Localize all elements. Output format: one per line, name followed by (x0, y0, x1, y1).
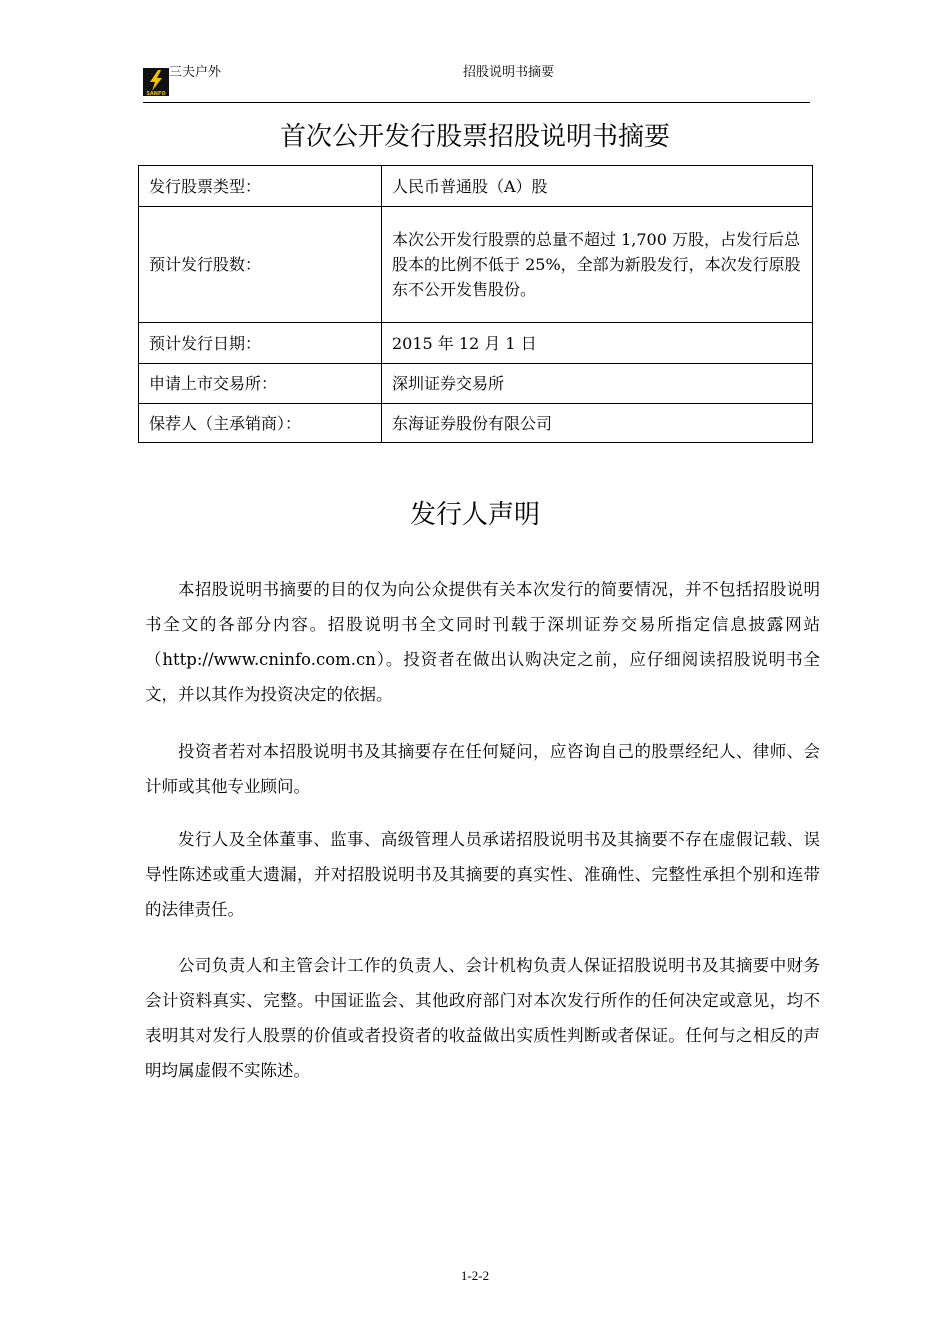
offering-info-table (138, 165, 813, 443)
section-heading: 发行人声明 (409, 500, 540, 530)
table-row (139, 323, 813, 364)
row-value: 深圳证券交易所 (382, 364, 813, 404)
row-label: 预计发行股数： (139, 207, 382, 323)
row-value: 人民币普通股（A）股 (382, 166, 813, 207)
row-label: 申请上市交易所： (139, 364, 382, 404)
statement-paragraph: 本招股说明书摘要的目的仅为向公众提供有关本次发行的简要情况，并不包括招股说明书全文的各部分内容。招股说明书全文同时刊载于深圳证券交易所指定信息披露网站（http://www.cninfo.com.cn）。投资者在做出认购决定之前，应仔细阅读招股说明书全文，并以其作为投资决定的依据。 (145, 580, 820, 704)
row-label: 保荐人（主承销商）： (139, 404, 382, 443)
row-value: 东海证券股份有限公司 (382, 404, 813, 443)
table-row (139, 207, 813, 323)
company-name: 三夫户外 (169, 65, 222, 80)
table-row (139, 404, 813, 443)
table-row (139, 364, 813, 404)
header-rule (143, 102, 810, 103)
svg-text:SANFO: SANFO (146, 91, 166, 96)
table-row (139, 166, 813, 207)
page-number: 1-2-2 (460, 1268, 490, 1283)
statement-paragraph: 发行人及全体董事、监事、高级管理人员承诺招股说明书及其摘要不存在虚假记载、误导性陈述或重大遗漏，并对招股说明书及其摘要的真实性、准确性、完整性承担个别和连带的法律责任。 (145, 830, 820, 919)
row-label: 发行股票类型： (139, 166, 382, 207)
page-title: 首次公开发行股票招股说明书摘要 (279, 122, 670, 152)
sanfo-logo (143, 68, 169, 96)
row-value: 本次公开发行股票的总量不超过 1,700 万股，占发行后总股本的比例不低于 25%，全部为新股发行，本次发行原股东不公开发售股份。 (382, 207, 813, 323)
row-label: 预计发行日期： (139, 323, 382, 364)
header-doc-title: 招股说明书摘要 (463, 65, 555, 80)
statement-paragraph: 公司负责人和主管会计工作的负责人、会计机构负责人保证招股说明书及其摘要中财务会计资料真实、完整。中国证监会、其他政府部门对本次发行所作的任何决定或意见，均不表明其对发行人股票的价值或者投资者的收益做出实质性判断或者保证。任何与之相反的声明均属虚假不实陈述。 (145, 956, 820, 1080)
page-header (143, 58, 810, 104)
row-value: 2015 年 12 月 1 日 (382, 323, 813, 364)
statement-paragraph: 投资者若对本招股说明书及其摘要存在任何疑问，应咨询自己的股票经纪人、律师、会计师或其他专业顾问。 (145, 742, 820, 796)
